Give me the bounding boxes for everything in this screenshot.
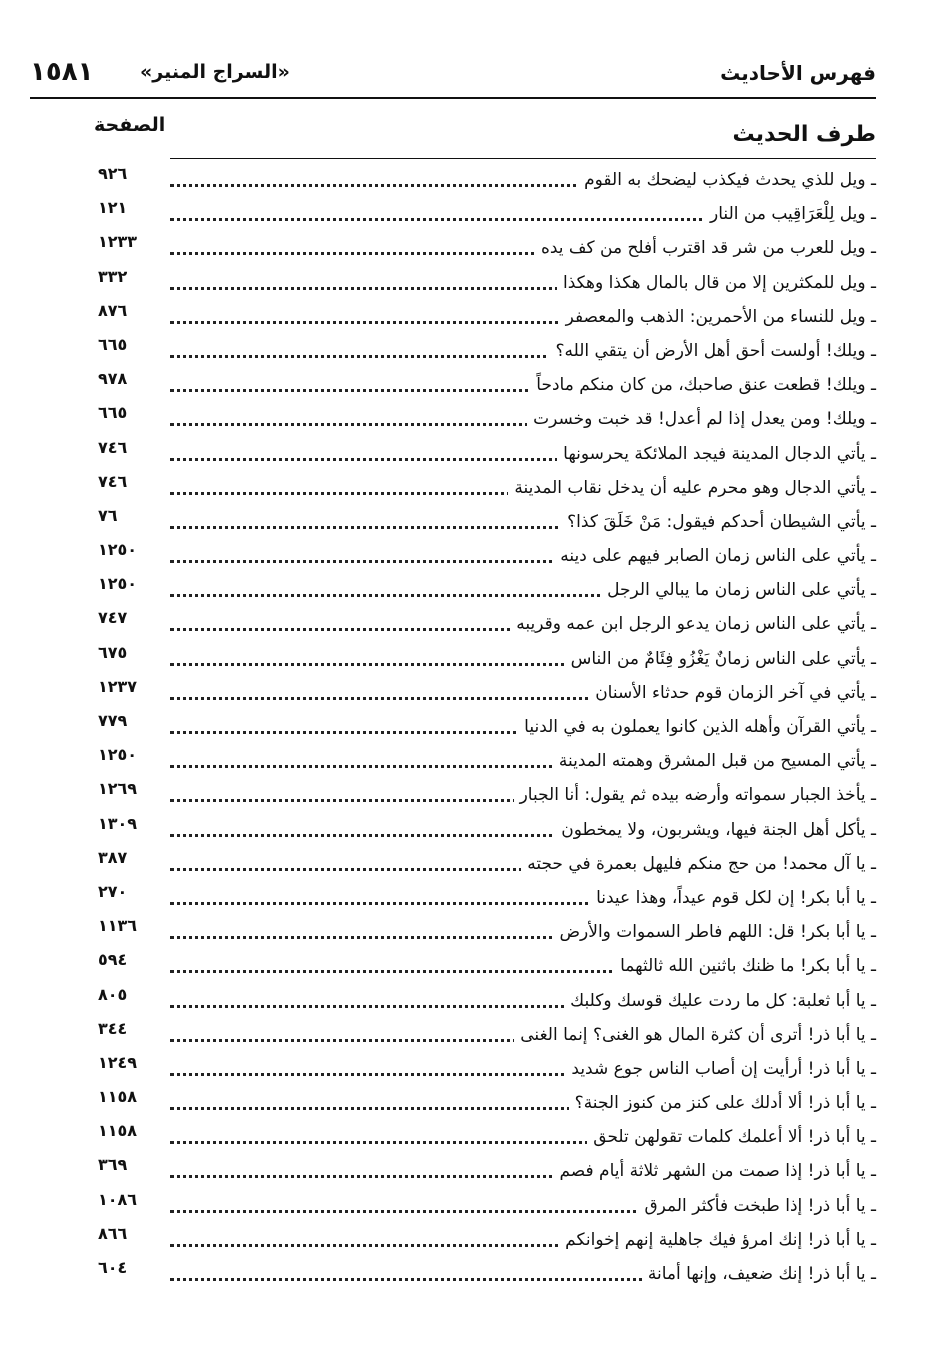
index-entry: [30, 643, 876, 677]
index-entry: [30, 779, 876, 813]
page-reference: ٩٢٦: [98, 164, 128, 183]
page-reference: ١٢٦٩: [98, 779, 138, 799]
hadith-text: ـ يا أبا بكر! ما ظنك باثنين الله ثالثهما: [614, 956, 876, 976]
hadith-text: ـ يأتي على الناس زمان الصابر فيهم على دينه: [554, 546, 876, 566]
hadith-text: ـ يا أبا بكر! إن لكل قوم عيداً، وهذا عيدنا: [590, 888, 876, 908]
hadith-text: ـ يأكل أهل الجنة فيها، ويشربون، ولا يمخطون: [555, 820, 876, 840]
page-reference: ١٠٨٦: [98, 1189, 138, 1209]
index-entry: [30, 369, 876, 403]
index-entry: [30, 1121, 876, 1155]
index-entry: [30, 438, 876, 472]
page-reference: ٨٦٦: [98, 1223, 128, 1243]
page-reference: ١١٣٦: [98, 916, 138, 936]
hadith-text: ـ يأخذ الجبار سمواته وأرضه بيده ثم يقول: أنا الجبار: [514, 785, 876, 805]
hadith-text: ـ يا أبا ذر! إنك ضعيف، وإنها أمانة: [642, 1264, 876, 1284]
hadith-index-list: [30, 164, 876, 1292]
page-reference: ٧٤٦: [98, 471, 128, 491]
page-number: ١٥٨١: [30, 57, 94, 87]
index-entry: [30, 164, 876, 198]
page-reference: ٨٧٦: [98, 300, 128, 320]
hadith-text: ـ ويلك! قطعت عنق صاحبك، من كان منكم مادحاً: [530, 375, 876, 395]
page-reference: ١٢٣٧: [98, 676, 138, 696]
hadith-text: ـ يا أبا ذر! ألا أدلك على كنز من كنوز الجنة؟: [569, 1093, 876, 1113]
index-entry: [30, 335, 876, 369]
page-reference: ٩٧٨: [98, 369, 128, 389]
page-reference: ١٣٠٩: [98, 813, 138, 833]
index-entry: [30, 1053, 876, 1087]
page-reference: ٦٦٥: [98, 334, 128, 354]
hadith-text: ـ يأتي الدجال المدينة فيجد الملائكة يحرسونها: [557, 444, 876, 464]
index-entry: [30, 916, 876, 950]
hadith-text: ـ يا آل محمد! من حج منكم فليهل بعمرة في حجته: [521, 854, 876, 874]
hadith-text: ـ يأتي المسيح من قبل المشرق وهمته المدينة: [553, 751, 876, 771]
page-reference: ١٢٣٣: [98, 232, 138, 252]
page-reference: ١٢١: [98, 198, 128, 218]
hadith-text: ـ ويل للنساء من الأحمرين: الذهب والمعصفر: [560, 307, 876, 327]
hadith-text: ـ يأتي في آخر الزمان قوم حدثاء الأسنان: [589, 683, 876, 703]
page-reference: ٧٤٦: [98, 437, 128, 457]
page-reference: ١٢٥٠: [98, 574, 138, 594]
index-entry: [30, 540, 876, 574]
hadith-text: ـ يأتي على الناس زمان ما يبالي الرجل: [601, 580, 876, 600]
index-entry: [30, 574, 876, 608]
page-reference: ٧٤٧: [98, 608, 128, 628]
hadith-text: ـ يا أبا ذر! إذا صمت من الشهر ثلاثة أيام فصم: [553, 1161, 876, 1181]
book-title: «السراج المنير»: [140, 61, 290, 83]
index-entry: [30, 1224, 876, 1258]
page-reference: ٨٠٥: [98, 984, 128, 1004]
hadith-text: ـ يا أبا ذر! ألا أعلمك كلمات تقولهن تلحق: [587, 1127, 876, 1147]
index-entry: [30, 472, 876, 506]
page-reference: ٦٠٤: [98, 1258, 128, 1277]
page-reference: ٣٦٩: [98, 1155, 128, 1175]
column-heading-rule: [170, 158, 876, 159]
column-headings: [30, 108, 876, 152]
section-title: فهرس الأحاديث: [720, 61, 876, 85]
hadith-text: ـ ويل لِلْعَرَاقِيب من النار: [704, 204, 876, 224]
hadith-text: ـ يا أبا ثعلبة: كل ما ردت عليك قوسك وكلبك: [564, 991, 876, 1011]
index-entry: [30, 1155, 876, 1189]
hadith-text: ـ يأتي الدجال وهو محرم عليه أن يدخل نقاب المدينة: [508, 478, 876, 498]
page-reference: ٣٨٧: [98, 847, 128, 867]
index-entry: [30, 1258, 876, 1292]
index-entry: [30, 1087, 876, 1121]
page-reference: ١٢٤٩: [98, 1052, 138, 1072]
page-reference: ٧٦: [98, 505, 118, 525]
hadith-text: ـ يأتي الشيطان أحدكم فيقول: مَنْ خَلَقَ كذا؟: [561, 512, 876, 532]
index-entry: [30, 985, 876, 1019]
index-entry: [30, 198, 876, 232]
page-reference: ١١٥٨: [98, 1087, 138, 1107]
page-reference: ٦٦٥: [98, 403, 128, 423]
hadith-text: ـ ويلك! أولست أحق أهل الأرض أن يتقي الله؟: [549, 341, 876, 361]
page-reference: ١١٥٨: [98, 1121, 138, 1141]
page-reference: ٧٧٩: [98, 711, 128, 730]
index-entry: [30, 950, 876, 984]
running-header: [30, 55, 876, 95]
index-entry: [30, 1019, 876, 1053]
index-entry: [30, 506, 876, 540]
page-reference: ٢٧٠: [98, 881, 128, 901]
hadith-text: ـ يأتي على الناس زمان يدعو الرجل ابن عمه وقريبه: [510, 614, 876, 634]
index-entry: [30, 403, 876, 437]
hadith-text: ـ يا أبا بكر! قل: اللهم فاطر السموات والأرض: [554, 922, 877, 942]
hadith-text: ـ يأتي القرآن وأهله الذين كانوا يعملون به في الدنيا: [518, 717, 876, 737]
hadith-text: ـ يأتي على الناس زمانٌ يَغْزُو فِئَامٌ من الناس: [565, 649, 876, 669]
page-column-heading: الصفحة: [94, 114, 166, 136]
hadith-text: ـ يا أبا ذر! إذا طبخت فأكثر المرق: [638, 1196, 876, 1216]
hadith-text: ـ يا أبا ذر! أرأيت إن أصاب الناس جوع شديد: [565, 1059, 876, 1079]
hadith-text: ـ يا أبا ذر! أترى أن كثرة المال هو الغنى؟ إنما الغنى: [514, 1025, 876, 1045]
hadith-text: ـ يا أبا ذر! إنك امرؤ فيك جاهلية إنهم إخوانكم: [559, 1230, 876, 1250]
page-reference: ٣٣٢: [98, 266, 128, 286]
hadith-text: ـ ويل للمكثرين إلا من قال بالمال هكذا وهكذا: [557, 273, 876, 293]
index-entry: [30, 267, 876, 301]
index-entry: [30, 745, 876, 779]
index-entry: [30, 848, 876, 882]
index-entry: [30, 882, 876, 916]
index-entry: [30, 232, 876, 266]
index-entry: [30, 608, 876, 642]
index-entry: [30, 677, 876, 711]
page-reference: ١٢٥٠: [98, 745, 138, 765]
page-reference: ٥٩٤: [98, 950, 128, 970]
page-reference: ١٢٥٠: [98, 540, 138, 560]
hadith-text: ـ ويل للعرب من شر قد اقترب أفلح من كف يده: [535, 238, 876, 258]
page-reference: ٦٧٥: [98, 642, 128, 662]
index-entry: [30, 814, 876, 848]
header-rule: [30, 97, 876, 99]
hadith-text: ـ ويل للذي يحدث فيكذب ليضحك به القوم: [578, 170, 876, 190]
hadith-column-heading: طرف الحديث: [732, 122, 876, 147]
index-entry: [30, 1190, 876, 1224]
page-reference: ٣٤٤: [98, 1018, 128, 1038]
index-entry: [30, 301, 876, 335]
hadith-text: ـ ويلك! ومن يعدل إذا لم أعدل! قد خبت وخسرت: [527, 409, 876, 429]
index-entry: [30, 711, 876, 745]
